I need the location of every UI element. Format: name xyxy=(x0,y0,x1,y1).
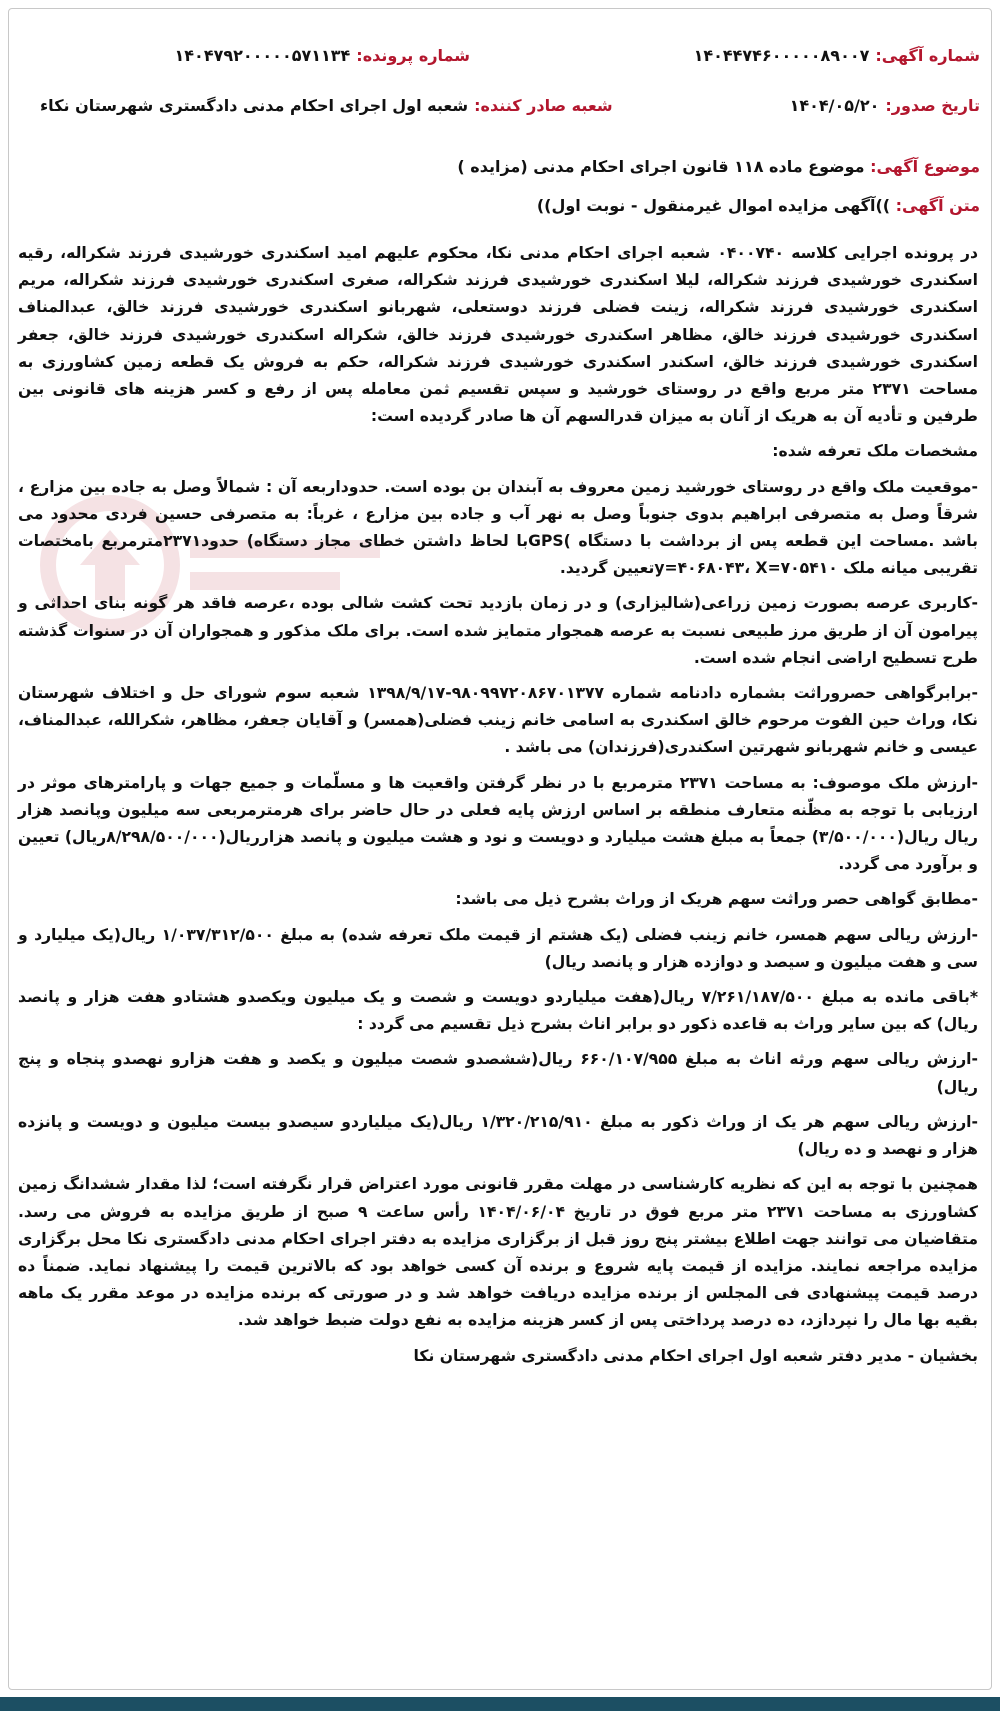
issuer-value: شعبه اول اجرای احکام مدنی دادگستری شهرستان نکاء xyxy=(40,96,469,115)
paragraph-female-share: -ارزش ریالی سهم ورثه اناث به مبلغ ۶۶۰/۱۰۷/۹۵۵ ریال(ششصدو شصت میلیون و یکصد و هفت هزارو نهصدو پنجاه و پنج ریال) xyxy=(18,1050,978,1096)
paragraph-location: -موقعیت ملک واقع در روستای خورشید زمین معروف به آبندان بن بوده است. حدوداربعه آن : شمالاً وصل به جاده بین مزارع ، شرقاً وصل به متصرفی ابراهیم بدوی جنوباً وصل به نهر آب و جاده بین مزارع ، غرباً: به متصرفی حسین فردی محدود می باشد .مساحت این قطعه پس از برداشت با دستگاه )GPSبا لحاظ داشتن خطای مجاز دستگاه) حدود۲۳۷۱مترمربع بامختصات تقریبی میانه ملک y=۴۰۶۸۰۴۳، X=۷۰۵۴۱۰تعیین گردید. xyxy=(18,477,979,578)
issuer-label: شعبه صادر کننده: xyxy=(474,96,613,115)
paragraph-case: در پرونده اجرایی کلاسه ۰۴۰۰۷۴۰ شعبه اجرای احکام مدنی نکا، محکوم علیهم امید اسکندری خورشیدی فرزند شکراله، رقیه اسکندری خورشیدی فرزند شکراله، لیلا اسکندری خورشیدی فرزند شکراله، صغری اسکندری خورشیدی فرزند شکراله، مریم اسکندری خورشیدی فرزند شکراله، زینت فضلی فرزند دوستعلی، شهربانو اسکندری خورشیدی فرزند خالق، عبدالمناف اسکندری خورشیدی فرزند خالق، مظاهر اسکندری خورشیدی فرزند خالق، شکراله اسکندری خورشیدی فرزند خالق، جعفر اسکندری خورشیدی فرزند خالق، اسکندر اسکندری خورشیدی فرزند شکراله، حکم به فروش یک قطعه زمین کشاورزی به مساحت ۲۳۷۱ متر مربع واقع در روستای خورشید و سپس تقسیم ثمن معامله پس از رفع و کسر هزینه های قانونی بین طرفین و تأدیه آن به هریک از آنان به میزان قدرالسهم آن ها صادر گردیده است: xyxy=(18,244,978,426)
subject-value: موضوع ماده ۱۱۸ قانون اجرای احکام مدنی (مزایده ) xyxy=(457,157,865,176)
issue-date xyxy=(693,96,980,116)
paragraph-heirs: -برابرگواهی حصروراثت بشماره دادنامه شماره ۹۸۰۹۹۷۲۰۸۶۷۰۱۳۷۷-۱۳۹۸/۹/۱۷ شعبه سوم شورای حل و اختلاف شهرستان نکا، وراث حین الفوت مرحوم خالق اسکندری به اسامی خانم زینب فضلی(همسر) و آقایان جعفر، مظاهر، شکرالله، عبدالمناف، عیسی و خانم شهربانو شهرتین اسکندری(فرزندان) می باشد . xyxy=(18,684,978,757)
text-label: متن آگهی: xyxy=(895,196,980,215)
paragraph-auction-terms: همچنین با توجه به این که نظریه کارشناسی در مهلت مقرر قانونی مورد اعتراض قرار نگرفته است؛ لذا مقدار ششدانگ زمین کشاورزی به مساحت ۲۳۷۱ متر مربع فوق در تاریخ ۱۴۰۴/۰۶/۰۴ رأس ساعت ۹ صبح از طریق مزایده به فروش می رسد. متقاضیان می توانند جهت اطلاع بیشتر پنج روز قبل از برگزاری مزایده به دفتر اجرای احکام مدنی دادگستری نکا محل برگزاری مزایده مراجعه نمایند. مزایده از قیمت پایه شروع و برنده آن کسی خواهد بود که بالاترین قیمت را پیشنهاد نماید. ضمناً ده درصد قیمت پیشنهادی فی المجلس از برنده مزایده دریافت خواهد شد و در صورتی که برنده مزایده در موعد مقرر یک ماهه بقیه بها مال را نپردازد، ده درصد پرداختی پس از کسر هزینه مزایده به نفع دولت ضبط خواهد شد. xyxy=(18,1175,978,1330)
ad-number xyxy=(550,46,980,66)
paragraph-remainder: *باقی مانده به مبلغ ۷/۲۶۱/۱۸۷/۵۰۰ ریال(هفت میلیاردو دویست و شصت و یک میلیون ویکصدو هشتادو هفت هزار و پانصد ریال) که بین سایر وراث به قاعده ذکور دو برابر اناث بشرح ذیل تقسیم می گردد : xyxy=(18,988,978,1034)
paragraph-spouse-share: -ارزش ریالی سهم همسر، خانم زینب فضلی (یک هشتم از قیمت ملک تعرفه شده) به مبلغ ۱/۰۳۷/۳۱۲/۵۰۰ ریال(یک میلیارد و سی و هفت میلیون و سیصد و دوازده هزار و پانصد ریال) xyxy=(18,925,978,971)
paragraph-male-share: -ارزش ریالی سهم هر یک از وراث ذکور به مبلغ ۱/۳۲۰/۲۱۵/۹۱۰ ریال(یک میلیاردو سیصدو بیست میلیون و دویست و پانزده هزار و نهصد و ده ریال) xyxy=(18,1112,978,1159)
issue-date-label: تاریخ صدور: xyxy=(885,96,980,115)
case-number-value: ۱۴۰۴۷۹۲۰۰۰۰۰۵۷۱۱۳۴ xyxy=(174,46,351,65)
ad-number-value: ۱۴۰۴۴۷۴۶۰۰۰۰۰۸۹۰۰۷ xyxy=(693,46,870,65)
issuer xyxy=(40,96,693,116)
subject-line xyxy=(30,157,980,177)
paragraph-shares-heading: -مطابق گواهی حصر وراثت سهم هریک از وراث بشرح ذیل می باشد: xyxy=(455,890,978,909)
text-title-value: ))آگهی مزایده اموال غیرمنقول - نوبت اول)) xyxy=(536,196,891,215)
header-row-2 xyxy=(40,96,980,116)
issue-date-value: ۱۴۰۴/۰۵/۲۰ xyxy=(789,96,880,115)
notice-body xyxy=(18,240,978,1378)
bottom-bar xyxy=(0,1697,1000,1711)
case-number xyxy=(40,46,550,66)
paragraph-signature: بخشیان - مدیر دفتر شعبه اول اجرای احکام مدنی دادگستری شهرستان نکا xyxy=(413,1346,978,1365)
text-title-line xyxy=(30,196,980,216)
paragraph-usage: -کاربری عرصه بصورت زمین زراعی(شالیزاری) و در زمان بازدید تحت کشت شالی بوده ،عرصه فاقد هر گونه بنای احداثی و پیرامون آن از طریق مرز طبیعی نسبت به عرصه همجوار متمایز شده است. برای ملک مذکور و همجواران آن در سنوات گذشته طرح تسطیح اراضی انجام شده است. xyxy=(18,594,978,667)
paragraph-property-heading: مشخصات ملک تعرفه شده: xyxy=(772,442,978,461)
case-number-label: شماره پرونده: xyxy=(356,46,470,65)
paragraph-valuation: -ارزش ملک موصوف: به مساحت ۲۳۷۱ مترمربع با در نظر گرفتن واقعیت ها و مسلّمات و جمیع جهات و پارامترهای موثر در ارزیابی با توجه به مظّنه متعارف منطقه بر اساس ارزش پایه فعلی در حال حاضر برای هرمترمربعی سه میلیون وپانصد هزار ریال ریال(۳/۵۰۰/۰۰۰) جمعاً به مبلغ هشت میلیارد و دویست و نود و هشت میلیون و پانصد هزارریال(۸/۲۹۸/۵۰۰/۰۰۰ریال) تعیین و برآورد می گردد. xyxy=(18,773,978,874)
header-row-1 xyxy=(40,46,980,66)
ad-number-label: شماره آگهی: xyxy=(875,46,980,65)
subject-label: موضوع آگهی: xyxy=(870,157,980,176)
